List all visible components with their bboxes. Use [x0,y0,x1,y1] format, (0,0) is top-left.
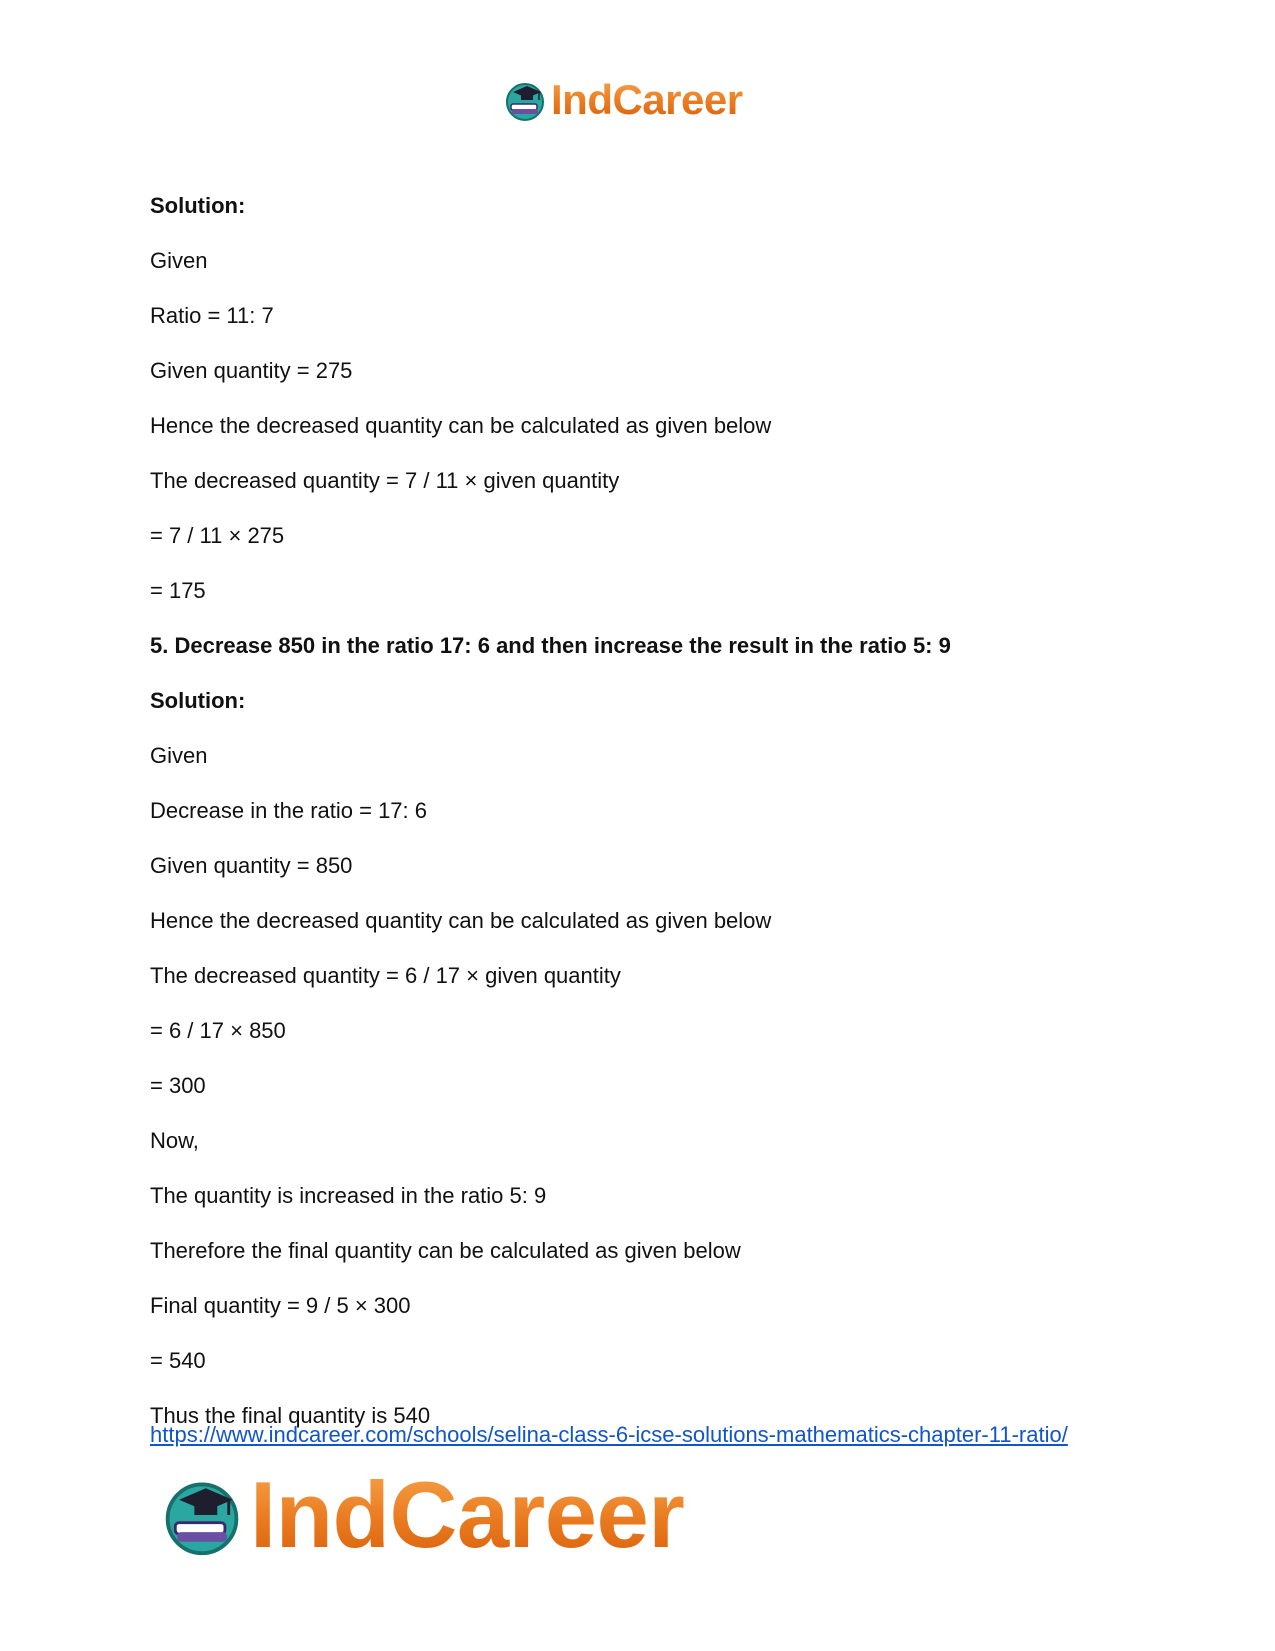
footer-logo-text: IndCareer [250,1462,685,1567]
heading-line: Solution: [150,193,246,218]
text-line: = 300 [150,1073,206,1098]
text-line: Hence the decreased quantity can be calculated as given below [150,413,772,438]
text-line: Hence the decreased quantity can be calculated as given below [150,908,772,933]
text-line: Given [150,248,208,273]
heading-line: 5. Decrease 850 in the ratio 17: 6 and then increase the result in the ratio 5: 9 [150,633,951,658]
text-line: = 6 / 17 × 850 [150,1018,286,1043]
text-line: = 175 [150,578,206,603]
text-line: Decrease in the ratio = 17: 6 [150,798,427,823]
text-line: The decreased quantity = 6 / 17 × given quantity [150,963,621,988]
source-link[interactable]: https://www.indcareer.com/schools/selina-class-6-icse-solutions-mathematics-chapter-11-ratio/ [150,1422,1068,1447]
text-line: Thus the final quantity is 540 [150,1403,431,1428]
text-line: The decreased quantity = 7 / 11 × given quantity [150,468,620,493]
text-line: Ratio = 11: 7 [150,303,274,328]
text-line: Therefore the final quantity can be calculated as given below [150,1238,741,1263]
text-line: = 7 / 11 × 275 [150,523,285,548]
book-graduation-cap-globe-icon [503,78,547,122]
document-body [150,178,1150,1443]
text-line: Given [150,743,208,768]
text-line: = 540 [150,1348,206,1373]
footer-logo [160,1462,685,1567]
book-graduation-cap-globe-icon [160,1473,244,1557]
text-line: Given quantity = 275 [150,358,353,383]
text-line: Final quantity = 9 / 5 × 300 [150,1293,411,1318]
text-line: Now, [150,1128,199,1153]
heading-line: Solution: [150,688,246,713]
text-line: Given quantity = 850 [150,853,353,878]
text-line: The quantity is increased in the ratio 5: 9 [150,1183,547,1208]
header-logo-text: IndCareer [551,76,743,123]
header-logo [503,78,743,122]
